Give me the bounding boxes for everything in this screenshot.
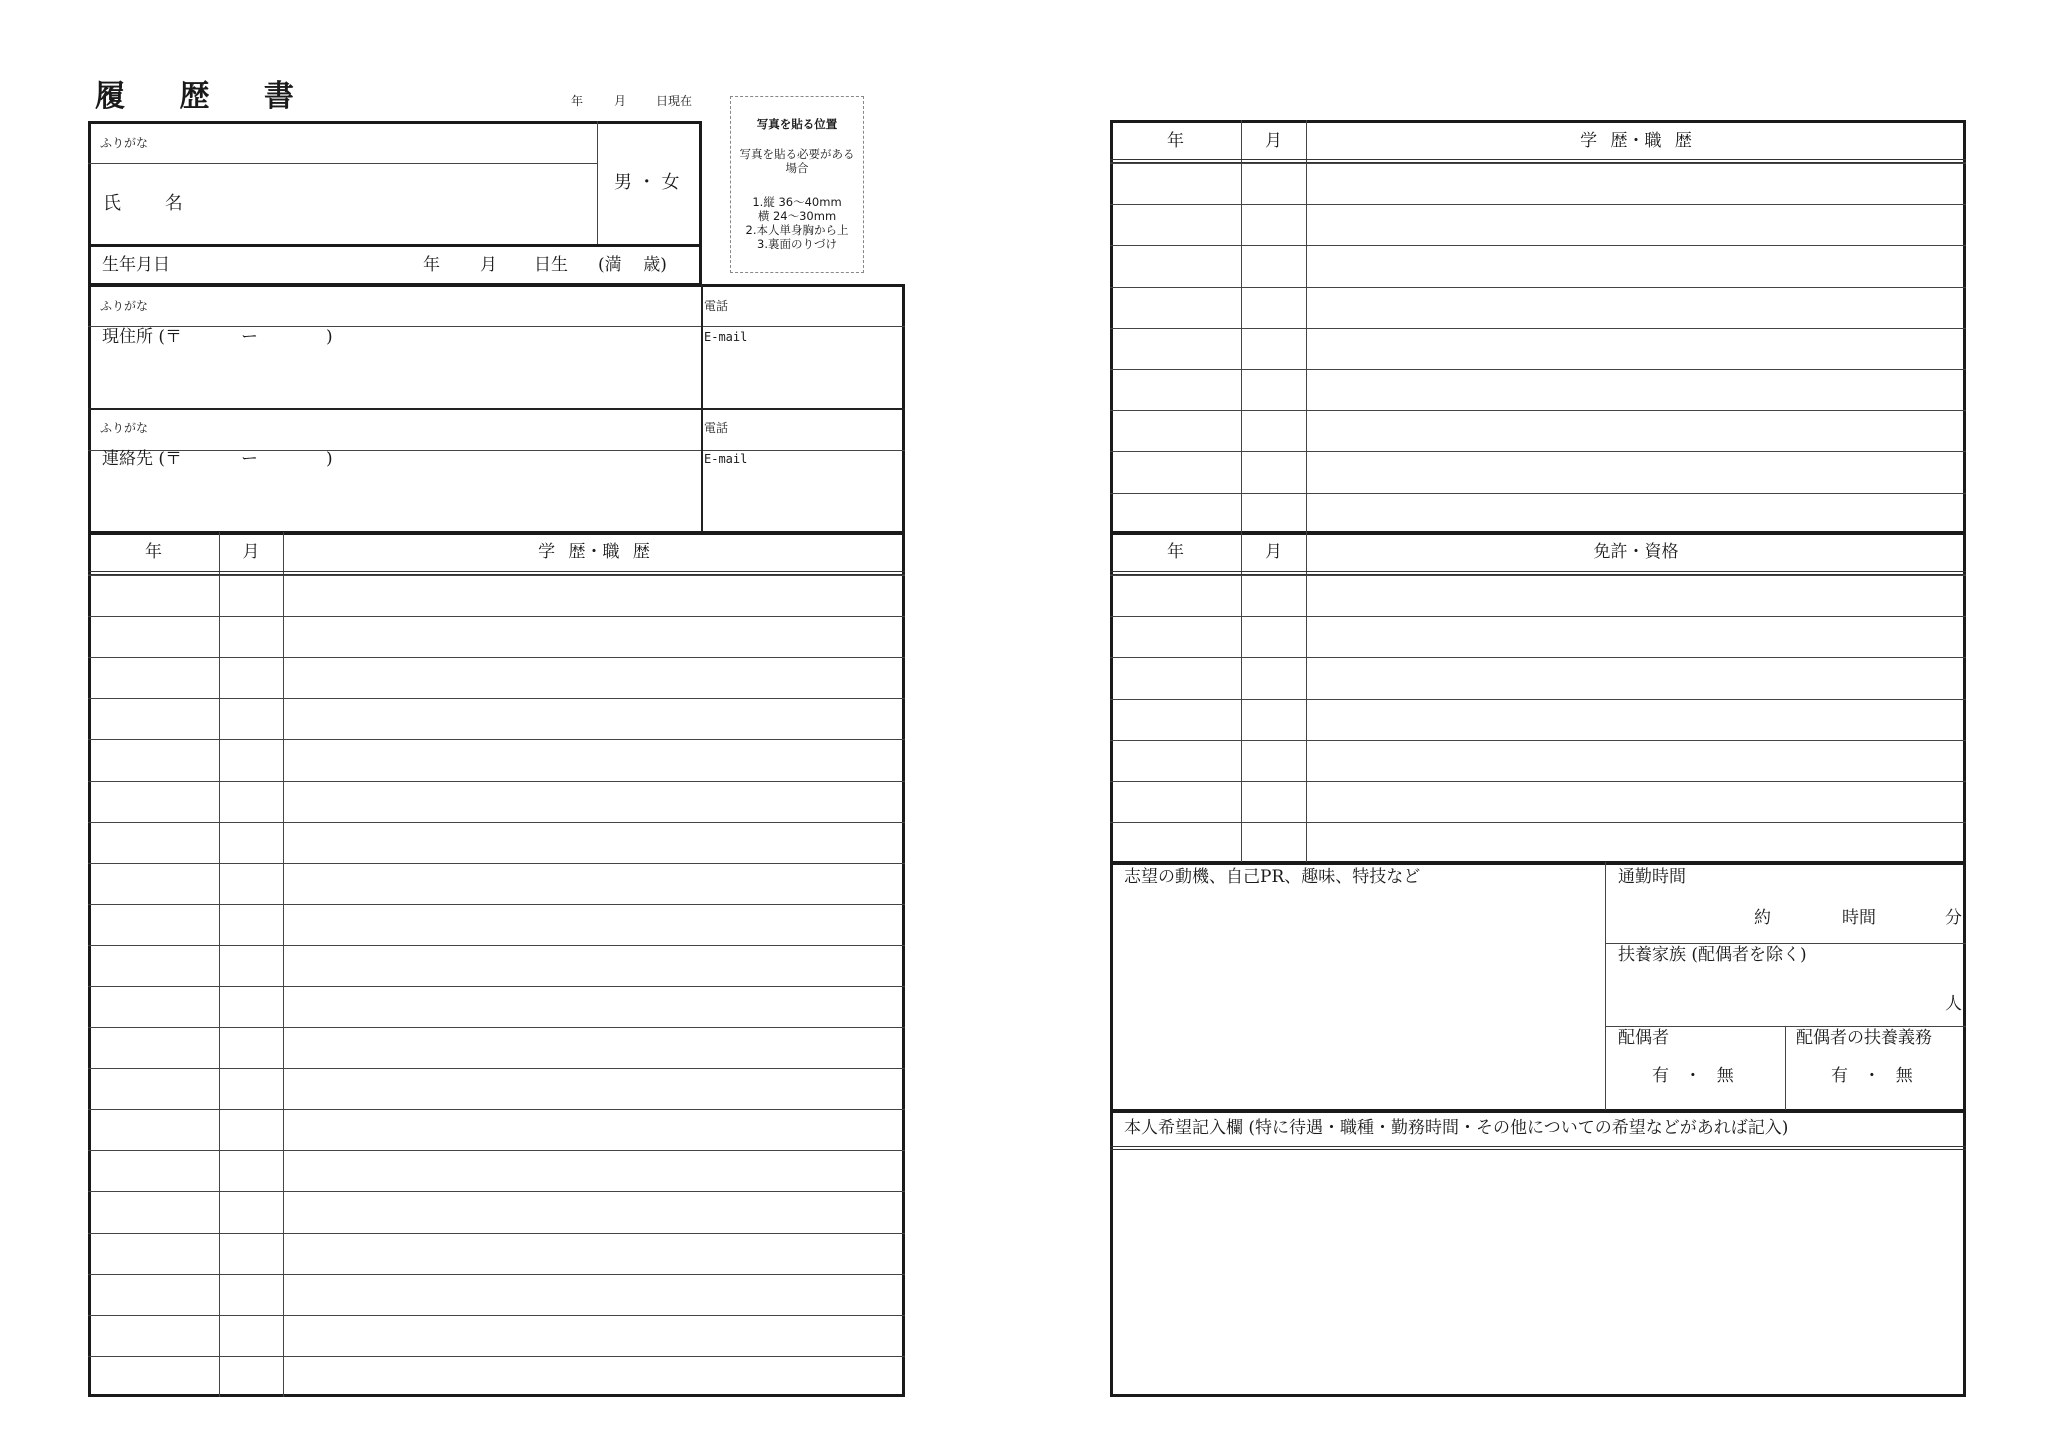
history2-table-row[interactable] (1110, 245, 1966, 286)
history-table-row[interactable] (88, 904, 905, 945)
history2-table-row[interactable] (1110, 493, 1966, 534)
history-table-row[interactable] (88, 986, 905, 1027)
history2-table-row[interactable] (1110, 287, 1966, 328)
history-table-row[interactable] (88, 1027, 905, 1068)
history-table-row[interactable] (88, 1191, 905, 1232)
motivation-input[interactable] (1118, 893, 1598, 1105)
license-table-row[interactable] (1110, 822, 1966, 863)
history-col-month: 月 (242, 542, 260, 562)
spouse-support-options[interactable]: 有 ・ 無 (1831, 1066, 1913, 1086)
history-table-row[interactable] (88, 1150, 905, 1191)
commute-label: 通勤時間 (1618, 867, 1686, 887)
history-table-row[interactable] (88, 698, 905, 739)
birth-month-label: 月 (480, 255, 497, 275)
birth-year-label: 年 (423, 255, 440, 275)
contact-phone-label: 電話 (704, 421, 729, 435)
license-table-row[interactable] (1110, 740, 1966, 781)
wishes-label: 本人希望記入欄 (特に待遇・職種・勤務時間・その他についての希望などがあれば記入) (1124, 1118, 1789, 1138)
history-table-row[interactable] (88, 1109, 905, 1150)
address-furigana-label: ふりがな (100, 299, 149, 313)
address-postal-dash: ー (241, 327, 258, 347)
dependents-unit: 人 (1945, 994, 1962, 1014)
license-col-month: 月 (1265, 542, 1282, 562)
commute-minutes-unit: 分 (1945, 908, 1962, 928)
license-table-row[interactable] (1110, 699, 1966, 740)
contact-furigana-label: ふりがな (100, 421, 149, 435)
date-current-label: 日現在 (656, 94, 693, 108)
address-postal-close: ) (326, 327, 333, 347)
birth-day-label: 日生 (534, 255, 568, 275)
date-year-label: 年 (571, 94, 584, 108)
address-label: 現住所 (〒 (102, 327, 183, 347)
photo-subtitle: 写真を貼る必要がある場合 (739, 147, 855, 176)
history-table-row[interactable] (88, 575, 905, 616)
license-col-content: 免許・資格 (1593, 542, 1679, 562)
history-table-row[interactable] (88, 863, 905, 904)
history-table-row[interactable] (88, 781, 905, 822)
page-title: 履 歴 書 (95, 79, 316, 114)
history2-table-row[interactable] (1110, 451, 1966, 492)
history2-table-row[interactable] (1110, 369, 1966, 410)
date-month-label: 月 (614, 94, 627, 108)
history-col-content: 学 歴・職 歴 (538, 542, 650, 562)
photo-title: 写真を貼る位置 (756, 117, 838, 131)
history-table-row[interactable] (88, 945, 905, 986)
history-table-row[interactable] (88, 1356, 905, 1397)
commute-hours-unit: 時間 (1842, 908, 1876, 928)
commute-approx: 約 (1754, 908, 1771, 928)
contact-email-input[interactable] (704, 467, 900, 529)
contact-email-label: E-mail (704, 452, 748, 466)
age-label: (満 歳) (598, 255, 667, 275)
contact-label: 連絡先 (〒 (102, 449, 183, 469)
history2-table-row[interactable] (1110, 410, 1966, 451)
photo-size-line4: 3.裏面のりづけ (757, 237, 837, 251)
name-furigana-label: ふりがな (100, 136, 149, 150)
history-table-row[interactable] (88, 1233, 905, 1274)
address-phone-label: 電話 (704, 299, 729, 313)
license-table-row[interactable] (1110, 575, 1966, 616)
history2-col-month: 月 (1265, 131, 1282, 151)
address-email-label: E-mail (704, 330, 748, 344)
address-divider (88, 408, 905, 410)
spouse-options[interactable]: 有 ・ 無 (1652, 1066, 1734, 1086)
license-table-row[interactable] (1110, 616, 1966, 657)
history2-table-row[interactable] (1110, 204, 1966, 245)
photo-size-line3: 2.本人単身胸から上 (745, 223, 849, 237)
history-table-row[interactable] (88, 1274, 905, 1315)
history-table-row[interactable] (88, 1068, 905, 1109)
address-input[interactable] (100, 350, 690, 404)
license-table-row[interactable] (1110, 657, 1966, 698)
photo-size-line1: 1.縦 36〜40mm (752, 195, 842, 209)
history-table-row[interactable] (88, 739, 905, 780)
motivation-label: 志望の動機、自己PR、趣味、特技など (1124, 867, 1421, 887)
history-table-row[interactable] (88, 657, 905, 698)
contact-postal-dash: ー (241, 449, 258, 469)
history-col-year: 年 (145, 542, 162, 562)
name-label: 氏 名 (103, 193, 183, 214)
address-email-input[interactable] (704, 345, 900, 405)
license-table-row[interactable] (1110, 781, 1966, 822)
gender-options[interactable]: 男 ・ 女 (614, 172, 680, 193)
history2-table-row[interactable] (1110, 328, 1966, 369)
license-col-year: 年 (1167, 542, 1184, 562)
wishes-input[interactable] (1116, 1152, 1960, 1390)
photo-placeholder[interactable] (730, 96, 864, 273)
history2-table-row[interactable] (1110, 163, 1966, 204)
history-table-row[interactable] (88, 822, 905, 863)
history-table-row[interactable] (88, 616, 905, 657)
history-table-row[interactable] (88, 1315, 905, 1356)
contact-input[interactable] (100, 472, 690, 528)
spouse-label: 配偶者 (1618, 1028, 1669, 1048)
contact-postal-close: ) (326, 449, 333, 469)
history2-col-content: 学 歴・職 歴 (1580, 131, 1692, 151)
dependents-label: 扶養家族 (配偶者を除く) (1618, 945, 1807, 965)
photo-size-line2: 横 24〜30mm (757, 209, 837, 223)
spouse-support-label: 配偶者の扶養義務 (1796, 1028, 1932, 1048)
name-input[interactable] (200, 168, 590, 243)
birthdate-label: 生年月日 (102, 255, 170, 275)
history2-col-year: 年 (1167, 131, 1184, 151)
